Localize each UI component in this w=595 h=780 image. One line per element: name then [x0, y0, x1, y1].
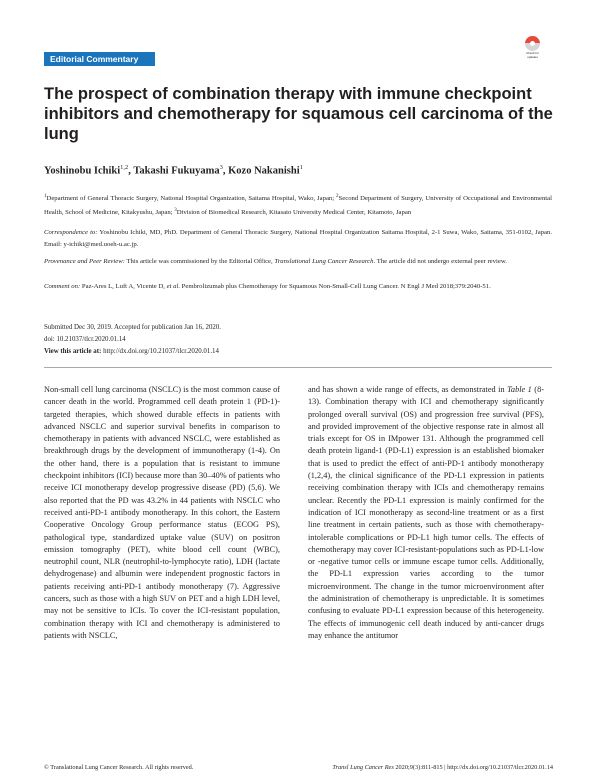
affiliation-text: Department of General Thoracic Surgery, National Hospital Organization, Saitama Hospital, Wako, Japan;	[46, 195, 337, 203]
article-type-badge: Editorial Commentary	[44, 52, 155, 66]
author-affiliation-mark: 1	[299, 164, 303, 171]
author-name: Takashi Fukuyama	[133, 165, 220, 177]
view-article-line	[44, 346, 221, 358]
affiliation-text: Division of Biomedical Research, Kitasato University Medical Center, Kitamoto, Japan	[176, 208, 412, 216]
affiliations	[44, 191, 552, 218]
citation-footer	[332, 764, 553, 771]
view-article-label: View this article at:	[44, 348, 102, 355]
check-for-updates-button[interactable]	[524, 36, 541, 62]
check-for-updates-label: Check for updates	[526, 51, 539, 59]
article-title: The prospect of combination therapy with immune checkpoint inhibitors and chemotherapy for squamous cell carcinoma of the lung	[44, 85, 553, 143]
submission-dates: Submitted Dec 30, 2019. Accepted for publication Jan 16, 2020.	[44, 324, 222, 331]
provenance-text: This article was commissioned by the Editorial Office,	[124, 258, 275, 265]
submission-info	[44, 322, 221, 358]
author-affiliation-mark: 1,2	[120, 164, 129, 171]
journal-name: Translational Lung Cancer Research	[274, 258, 374, 265]
body-text: and has shown a wide range of effects, as demonstrated in	[308, 385, 508, 394]
footer-citation: 2020;9(3):811-815 | http://dx.doi.org/10.21037/tlcr.2020.01.14	[393, 764, 553, 771]
affiliation-mark: 2	[336, 194, 339, 199]
provenance-label: Provenance and Peer Review:	[44, 258, 125, 265]
body-text: (8-13). Combination therapy with ICI and chemotherapy significantly prolonged overall survival (OS) and progression free survival (PFS), and provided improvement of the objective response rate in almost all trials except for OS in IMpower 131. Although the programmed cell death protein ligand-1 (PD-L1) expression is an established biomaker that is used to predict the effect of anti-PD-1 antibody monotherapy (1,2,4), the clinical significance of the PD-L1 expression in patients receiving combination therapy with ICIs and chemotherapy remains unclear. Recently the PD-L1 expression is mainly confirmed for the indication of ICI monotherapy as second-line treatment or as a first line treatment in certain patients, such as those with chemotherapy-intolerable complications or PD-L1 high tumor cells. The effects of chemotherapy may cover ICI-resistant-populations such as PD-L1-low or -negative tumor cells or immune escape tumor cells. Additionally, the PD-L1 expression varies according to the tumor microenvironment. The change in the tumor microenvironment after the administration of chemotherapy is unpredictable. It is sometimes confusing to evaluate PD-L1 expression because of this heterogeneity. The effects of immunogenic cell death induced by anti-cancer drugs may enhance the antitumor	[308, 385, 544, 640]
body-column-right	[308, 384, 544, 642]
copyright-footer: © Translational Lung Cancer Research. All rights reserved.	[44, 764, 194, 771]
affiliation-mark: 1	[44, 194, 47, 199]
correspondence-label: Correspondence to:	[44, 229, 98, 236]
author-affiliation-mark: 3	[219, 164, 223, 171]
author-name: Kozo Nakanishi	[228, 165, 300, 177]
view-article-link[interactable]: http://dx.doi.org/10.21037/tlcr.2020.01.14	[101, 348, 219, 355]
author-name: Yoshinobu Ichiki	[44, 165, 121, 177]
body-column-left: Non-small cell lung carcinoma (NSCLC) is the most common cause of cancer death in the world. Programmed cell death protein 1 (PD-1)-targeted therapies, which showed durable effects in patients with advanced NSCLC and superior survival benefits in comparison to chemotherapy in patients with advanced NSCLC, were established as breakthrough drugs by the development of immunotherapy (1-4). On the other hand, there is a population that is resistant to immune checkpoint inhibitors (ICI) because more than 30–40% of patients who receive ICI monotherapy develop progressive disease (PD) (5,6). We also reported that the PD was 43.2% in 44 patients with NSCLC who received anti-PD-1 antibody monotherapy. In this cohort, the Eastern Cooperative Oncology Group performance status (ECOG PS), pathological type, standardized uptake value (SUV) on positron emission tomography (PET), white blood cell count (WBC), neutrophil count, NLR (neutrophil-to-lymphocyte ratio), LDH (lactate dehydrogenase) and albumin were independent prognostic factors in patients receiving anti-PD-1 antibody monotherapy (7). Aggressive cancers, such as those with a high SUV on PET and a high LDH level, may not be sensitive to ICIs. To cover the ICI-resistant population, combination therapy with ICI and chemotherapy is administered to patients with NSCLC,	[44, 385, 280, 640]
author-list: Yoshinobu Ichiki$^{1,2}$, Takashi Fukuyama$^3$, Kozo Nakanishi$^1$	[44, 164, 303, 177]
correspondence-text: Yoshinobu Ichiki, MD, PhD. Department of General Thoracic Surgery, National Hospital Organization Saitama Hospital, 2-1 Suwa, Wako, Saitama, 351-0102, Japan. Email: y-ichiki@med.uoeh-u.ac.jp.	[44, 229, 552, 248]
provenance-text: . The article did not undergo external peer review.	[373, 258, 507, 265]
comment-text: Pembrolizumab plus Chemotherapy for Squamous Non-Small-Cell Lung Cancer. N Engl J Med 2018;379:2040-51.	[180, 283, 491, 290]
table-reference: Table 1	[507, 385, 532, 394]
check-for-updates-icon	[525, 36, 540, 51]
comment-etal: et al.	[166, 283, 180, 290]
correspondence	[44, 227, 552, 250]
affiliation-mark: 3	[174, 207, 177, 213]
comment-label: Comment on:	[44, 283, 81, 290]
doi: doi: 10.21037/tlcr.2020.01.14	[44, 336, 126, 343]
comment-on	[44, 281, 552, 293]
section-divider	[44, 367, 552, 368]
affiliation-text: Second Department of Surgery, University of Occupational and Environmental Health, School of Medicine, Kitakyushu, Japan;	[44, 195, 552, 216]
footer-journal: Transl Lung Cancer Res	[332, 764, 394, 771]
comment-text: Paz-Ares L, Luft A, Vicente D,	[80, 283, 167, 290]
provenance	[44, 256, 552, 268]
